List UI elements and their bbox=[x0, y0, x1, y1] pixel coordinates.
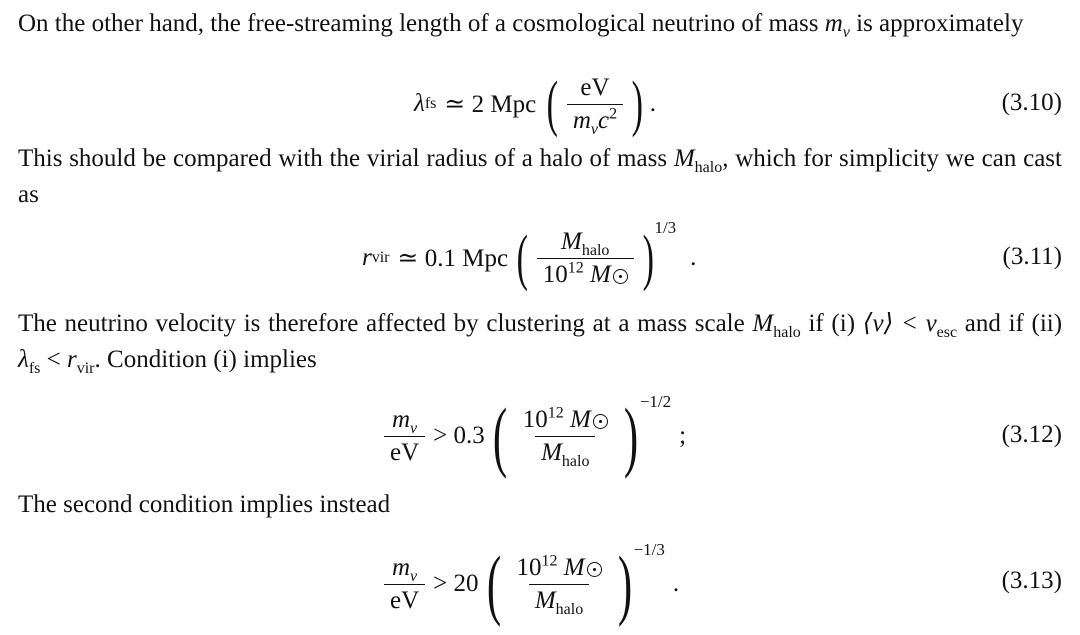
math-punctuation: . bbox=[649, 90, 657, 117]
fraction-denominator: eV bbox=[384, 584, 425, 615]
sun-symbol-icon bbox=[613, 269, 628, 284]
math-subscript: halo bbox=[694, 159, 723, 176]
fraction-numerator: $M_{halo}$ bbox=[561, 227, 610, 259]
math-relation: > 20 bbox=[433, 570, 479, 597]
fraction-numerator: $10^{12}$ M bbox=[511, 554, 608, 584]
equation-3-11: r vir ≃ 0.1 Mpc ( $\frac{M_{halo}}{10^{12} M}$ ) 1/3 . (3.11) bbox=[362, 218, 1062, 292]
fraction-denominator: eV bbox=[384, 436, 425, 467]
math-exponent: −1/3 bbox=[633, 540, 665, 559]
left-paren: ( bbox=[516, 224, 529, 292]
right-paren: ) bbox=[642, 224, 654, 292]
fraction-numerator: $m_\nu$ bbox=[391, 405, 418, 437]
equation-number: (3.12) bbox=[1001, 421, 1062, 448]
equation-3-10: λ fs ≃ 2 Mpc ( $\frac{eV}{m_\nu c^2}$ ) . (3.10) bbox=[414, 70, 1062, 138]
math-punctuation: ; bbox=[679, 422, 687, 449]
equation-number: (3.13) bbox=[1001, 567, 1062, 594]
math-symbol: r bbox=[362, 244, 372, 271]
paragraph-text: The neutrino velocity is therefore affected by clustering at a mass scale bbox=[18, 310, 745, 337]
fraction bbox=[537, 228, 634, 289]
right-paren: ) bbox=[623, 392, 638, 479]
fraction-numerator: eV bbox=[580, 73, 610, 101]
math-punctuation: . bbox=[672, 570, 680, 597]
fraction-numerator: $10^{12}$ M bbox=[517, 406, 614, 436]
paragraph-4 bbox=[18, 487, 1062, 523]
paragraph-text: if (i) bbox=[808, 310, 856, 337]
paragraph-text: , which for simplicity we can cast as bbox=[18, 145, 1062, 208]
left-paren: ( bbox=[492, 392, 507, 479]
fraction-denominator: $M_{halo}$ bbox=[535, 436, 595, 467]
equation-number: (3.10) bbox=[1001, 89, 1062, 116]
fraction bbox=[517, 404, 614, 470]
paragraph-1 bbox=[18, 6, 1062, 42]
math-symbol: M bbox=[673, 145, 695, 172]
equation-number: (3.11) bbox=[1002, 243, 1062, 270]
math-subscript: ν bbox=[842, 24, 850, 41]
sun-symbol-icon bbox=[593, 414, 608, 429]
math-relation: ≃ 0.1 Mpc bbox=[397, 245, 509, 272]
right-paren: ) bbox=[631, 70, 644, 138]
fraction-lhs bbox=[384, 554, 425, 615]
paragraph-text: This should be compared with the virial radius of a halo of mass bbox=[18, 145, 668, 172]
equation-3-13 bbox=[0, 540, 1080, 628]
right-paren: ) bbox=[617, 540, 632, 627]
paragraph-text: . Condition (i) implies bbox=[94, 346, 317, 373]
left-paren: ( bbox=[486, 540, 501, 627]
sun-symbol-icon bbox=[587, 562, 602, 577]
fraction-denominator: $10^{12}$ M bbox=[537, 258, 634, 289]
fraction-lhs bbox=[384, 406, 425, 467]
paragraph-text: and if (ii) bbox=[964, 310, 1063, 337]
math-relation: > 0.3 bbox=[433, 422, 485, 449]
paragraph-text: is approximately bbox=[856, 10, 1024, 37]
fraction-numerator: $m_\nu$ bbox=[391, 553, 418, 585]
math-punctuation: . bbox=[690, 244, 697, 271]
equation-3-12 bbox=[0, 392, 1080, 480]
fraction bbox=[511, 552, 608, 618]
left-paren: ( bbox=[546, 70, 559, 138]
fraction-denominator: $m_\nu c^2$ bbox=[567, 104, 623, 135]
math-exponent: −1/2 bbox=[639, 392, 672, 411]
paragraph-2 bbox=[18, 141, 1062, 213]
math-relation: ≃ 2 Mpc bbox=[444, 91, 537, 118]
paragraph-text: On the other hand, the free-streaming length of a cosmological neutrino of mass bbox=[18, 10, 819, 37]
math-symbol: λ bbox=[414, 90, 425, 117]
fraction-denominator: $M_{halo}$ bbox=[529, 584, 589, 615]
fraction bbox=[567, 73, 623, 138]
paragraph-text: The second condition implies instead bbox=[18, 491, 391, 518]
paragraph-3: The neutrino velocity is therefore affected by clustering at a mass scale $M_{halo}$ if (i) ⟨v⟩ < $v_{esc}$ and if (ii) $\lambda_{fs} < r_{vir}$. Condition (i) implies bbox=[18, 310, 1063, 377]
math-exponent: 1/3 bbox=[654, 218, 677, 237]
math-symbol: m bbox=[824, 10, 843, 37]
